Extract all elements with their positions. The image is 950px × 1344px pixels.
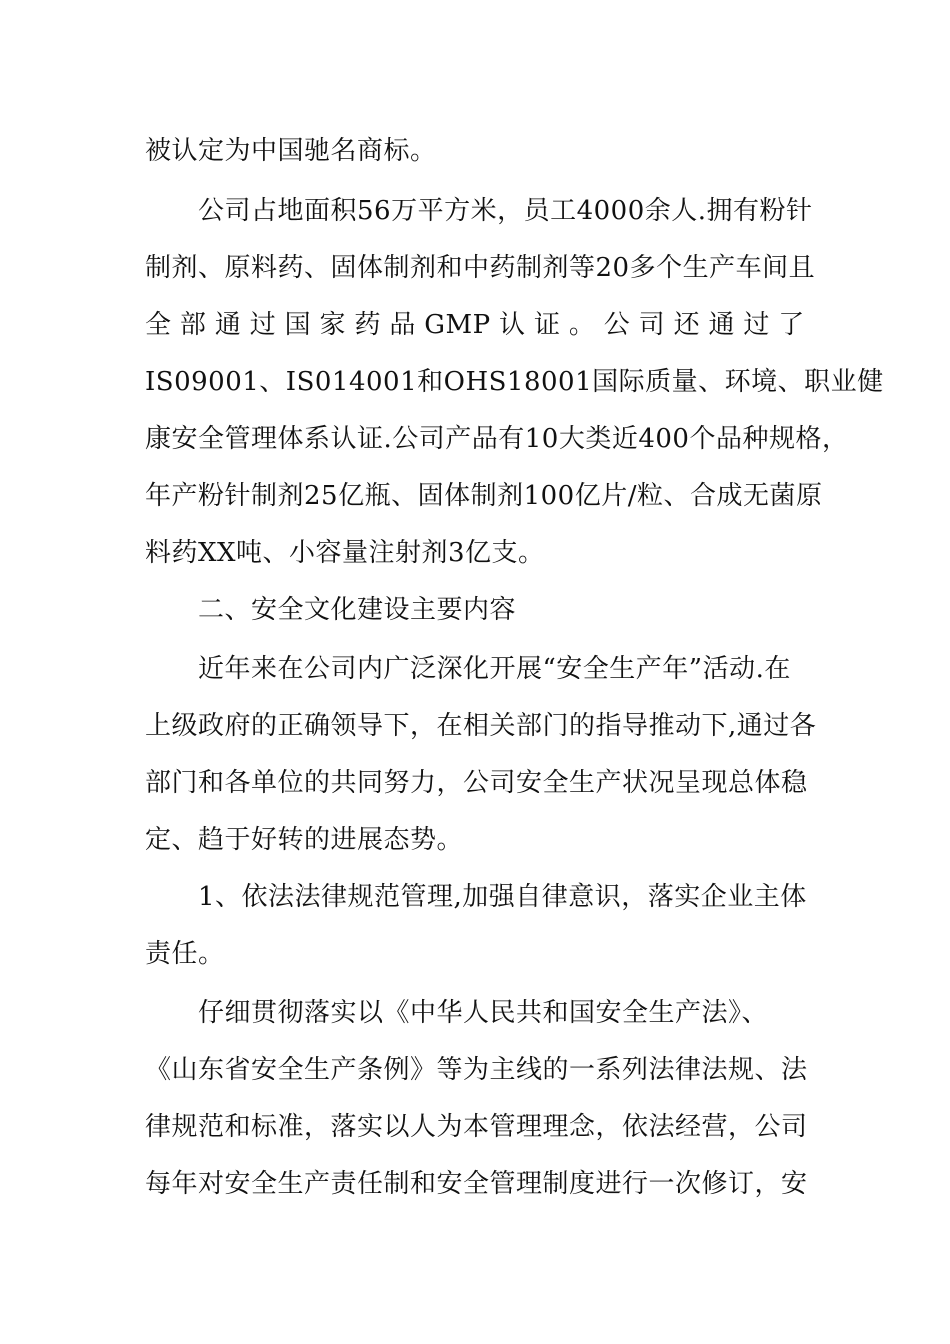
paragraph-line-justified: 全 部 通 过 国 家 药 品 GMP 认 证 。 公 司 还 通 过 了 bbox=[145, 310, 805, 340]
paragraph-line: 上级政府的正确领导下，在相关部门的指导推动下,通过各 bbox=[145, 711, 817, 741]
paragraph-line: 制剂、原料药、固体制剂和中药制剂等20多个生产车间且 bbox=[145, 253, 816, 283]
paragraph-line: IS09001、IS014001和OHS18001国际质量、环境、职业健 bbox=[145, 367, 884, 397]
paragraph-line: 律规范和标准，落实以人为本管理理念，依法经营，公司 bbox=[145, 1112, 808, 1142]
paragraph-line: 部门和各单位的共同努力，公司安全生产状况呈现总体稳 bbox=[145, 768, 808, 798]
paragraph-line: 仔细贯彻落实以《中华人民共和国安全生产法》、 bbox=[198, 998, 769, 1028]
paragraph-line: 每年对安全生产责任制和安全管理制度进行一次修订，安 bbox=[145, 1169, 808, 1199]
paragraph-line: 康安全管理体系认证.公司产品有10大类近400个品种规格， bbox=[145, 424, 849, 454]
paragraph-line: 责任。 bbox=[145, 939, 225, 969]
paragraph-line: 被认定为中国驰名商标。 bbox=[145, 136, 437, 166]
paragraph-line: 公司占地面积56万平方米，员工4000余人.拥有粉针 bbox=[198, 196, 813, 226]
paragraph-line: 料药XX吨、小容量注射剂3亿支。 bbox=[145, 538, 545, 568]
subsection-heading: 1、依法法律规范管理,加强自律意识，落实企业主体 bbox=[198, 882, 807, 912]
paragraph-line: 定、趋于好转的进展态势。 bbox=[145, 825, 464, 855]
paragraph-line: 年产粉针制剂25亿瓶、固体制剂100亿片/粒、合成无菌原 bbox=[145, 481, 823, 511]
paragraph-line: 近年来在公司内广泛深化开展“安全生产年”活动.在 bbox=[198, 654, 791, 684]
section-heading: 二、安全文化建设主要内容 bbox=[198, 595, 517, 625]
paragraph-line: 《山东省安全生产条例》等为主线的一系列法律法规、法 bbox=[145, 1055, 808, 1085]
